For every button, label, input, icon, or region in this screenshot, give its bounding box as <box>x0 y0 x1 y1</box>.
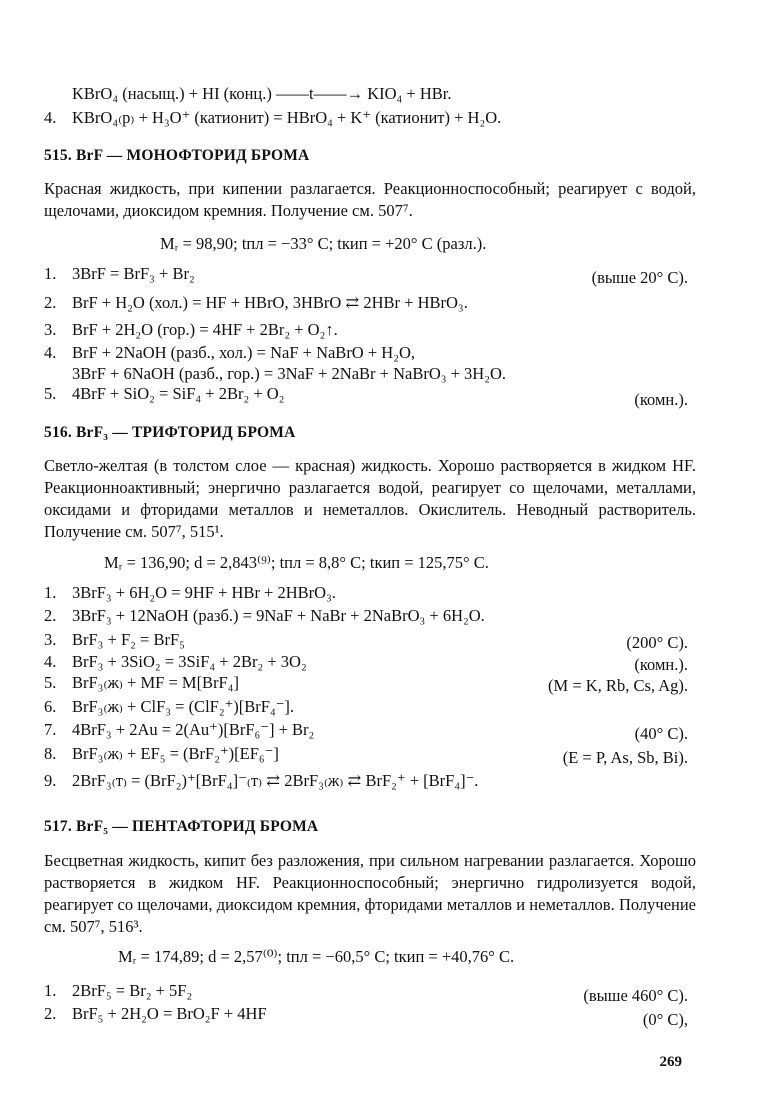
item-number: 1. <box>44 583 57 602</box>
equation: 3BrF + 6NaOH (разб., гор.) = 3NaF + 2NaBr + NaBrO₃ + 3H₂O. <box>72 364 507 383</box>
item-number: 3. <box>44 630 57 649</box>
item-number: 1. <box>44 264 57 283</box>
properties-517: Mᵣ = 174,89; d = 2,57⁽⁰⁾; tпл = −60,5° C; tкип = +40,76° C. <box>118 947 515 966</box>
equation: BrF₃₍ж₎ + EF₅ = (BrF₂⁺)[EF₆⁻] <box>72 744 279 763</box>
condition: (0° C), <box>642 1010 688 1029</box>
equation-line: KBrO₄ (насыщ.) + HI (конц.) ——t——→ KIO₄ + HBr. <box>72 84 452 103</box>
item-number: 5. <box>44 673 57 692</box>
equation: 3BrF₃ + 12NaOH (разб.) = 9NaF + NaBr + 2NaBrO₃ + 6H₂O. <box>72 606 485 625</box>
equation: BrF₅ + 2H₂O = BrO₂F + 4HF <box>72 1004 267 1023</box>
equation-line: KBrO₄₍р₎ + H₃O⁺ (катионит) = HBrO₄ + K⁺ (катионит) + H₂O. <box>72 108 502 127</box>
equation: BrF + 2H₂O (гор.) = 4HF + 2Br₂ + O₂↑. <box>72 320 338 339</box>
equation: 2BrF₅ = Br₂ + 5F₂ <box>72 981 193 1000</box>
equation: 3BrF = BrF₃ + Br₂ <box>72 264 195 283</box>
item-number: 2. <box>44 606 57 625</box>
page-number: 269 <box>659 1054 682 1070</box>
item-number: 3. <box>44 320 57 339</box>
equation: 3BrF₃ + 6H₂O = 9HF + HBr + 2HBrO₃. <box>72 583 336 602</box>
section-heading-516: 516. BrF₃ — ТРИФТОРИД БРОМА <box>44 424 296 441</box>
condition: (M = K, Rb, Cs, Ag). <box>548 676 688 695</box>
equation: BrF₃ + F₂ = BrF₅ <box>72 630 185 649</box>
properties-515: Mᵣ = 98,90; tпл = −33° C; tкип = +20° C (разл.). <box>160 234 487 253</box>
condition: (выше 460° C). <box>583 986 688 1005</box>
condition: (комн.). <box>634 655 688 674</box>
item-number: 8. <box>44 744 57 763</box>
equation: BrF₃₍ж₎ + ClF₃ = (ClF₂⁺)[BrF₄⁻]. <box>72 697 295 716</box>
equation: BrF₃ + 3SiO₂ = 3SiF₄ + 2Br₂ + 3O₂ <box>72 652 307 671</box>
equation: 2BrF₃₍т₎ = (BrF₂)⁺[BrF₄]⁻₍т₎ ⇄ 2BrF₃₍ж₎ ⇄ BrF₂⁺ + [BrF₄]⁻. <box>72 771 479 790</box>
section-description-517: Бесцветная жидкость, кипит без разложения, при сильном нагревании разлагается. Хорошо растворяется в жидком HF. Реакционноспособный; энергично гидролизуется водой, реагирует со щелочами, диоксидом кремния, фторидами металлов и неметаллов. Получение см. 507⁷, 516³. <box>44 851 696 936</box>
item-number: 7. <box>44 720 57 739</box>
condition: (комн.). <box>634 390 688 409</box>
section-description-516: Светло-желтая (в толстом слое — красная) жидкость. Хорошо растворяется в жидком HF. Реакционноактивный; энергично разлагается водой, реагирует со щелочами, металлами, оксидами и фторидами металлов и неметаллов. Окислитель. Неводный растворитель. Получение см. 507⁷, 515¹. <box>44 456 696 541</box>
equation: BrF₃₍ж₎ + MF = M[BrF₄] <box>72 673 239 692</box>
item-number: 1. <box>44 981 57 1000</box>
condition: (40° C). <box>634 724 688 743</box>
section-description-515: Красная жидкость, при кипении разлагается. Реакционноспособный; реагирует с водой, щелочами, диоксидом кремния. Получение см. 507⁷. <box>44 179 696 220</box>
equation: BrF + 2NaOH (разб., хол.) = NaF + NaBrO + H₂O, <box>72 343 415 362</box>
item-number: 6. <box>44 697 57 716</box>
condition: (выше 20° C). <box>591 268 688 287</box>
properties-516: Mᵣ = 136,90; d = 2,843⁽⁹⁾; tпл = 8,8° C; tкип = 125,75° C. <box>104 553 489 572</box>
item-number: 2. <box>44 1004 57 1023</box>
equation: 4BrF + SiO₂ = SiF₄ + 2Br₂ + O₂ <box>72 384 285 403</box>
item-number: 5. <box>44 384 57 403</box>
condition: (200° C). <box>626 633 688 652</box>
item-number: 2. <box>44 293 57 312</box>
equation: BrF + H₂O (хол.) = HF + HBrO, 3HBrO ⇄ 2HBr + HBrO₃. <box>72 293 468 312</box>
section-heading-517: 517. BrF₅ — ПЕНТАФТОРИД БРОМА <box>44 818 319 835</box>
item-number: 4. <box>44 652 57 671</box>
condition: (E = P, As, Sb, Bi). <box>562 748 688 767</box>
item-number: 9. <box>44 771 57 790</box>
equation: 4BrF₃ + 2Au = 2(Au⁺)[BrF₆⁻] + Br₂ <box>72 720 315 739</box>
section-heading-515: 515. BrF — МОНОФТОРИД БРОМА <box>44 147 310 164</box>
item-number: 4. <box>44 343 57 362</box>
item-number: 4. <box>44 108 57 127</box>
